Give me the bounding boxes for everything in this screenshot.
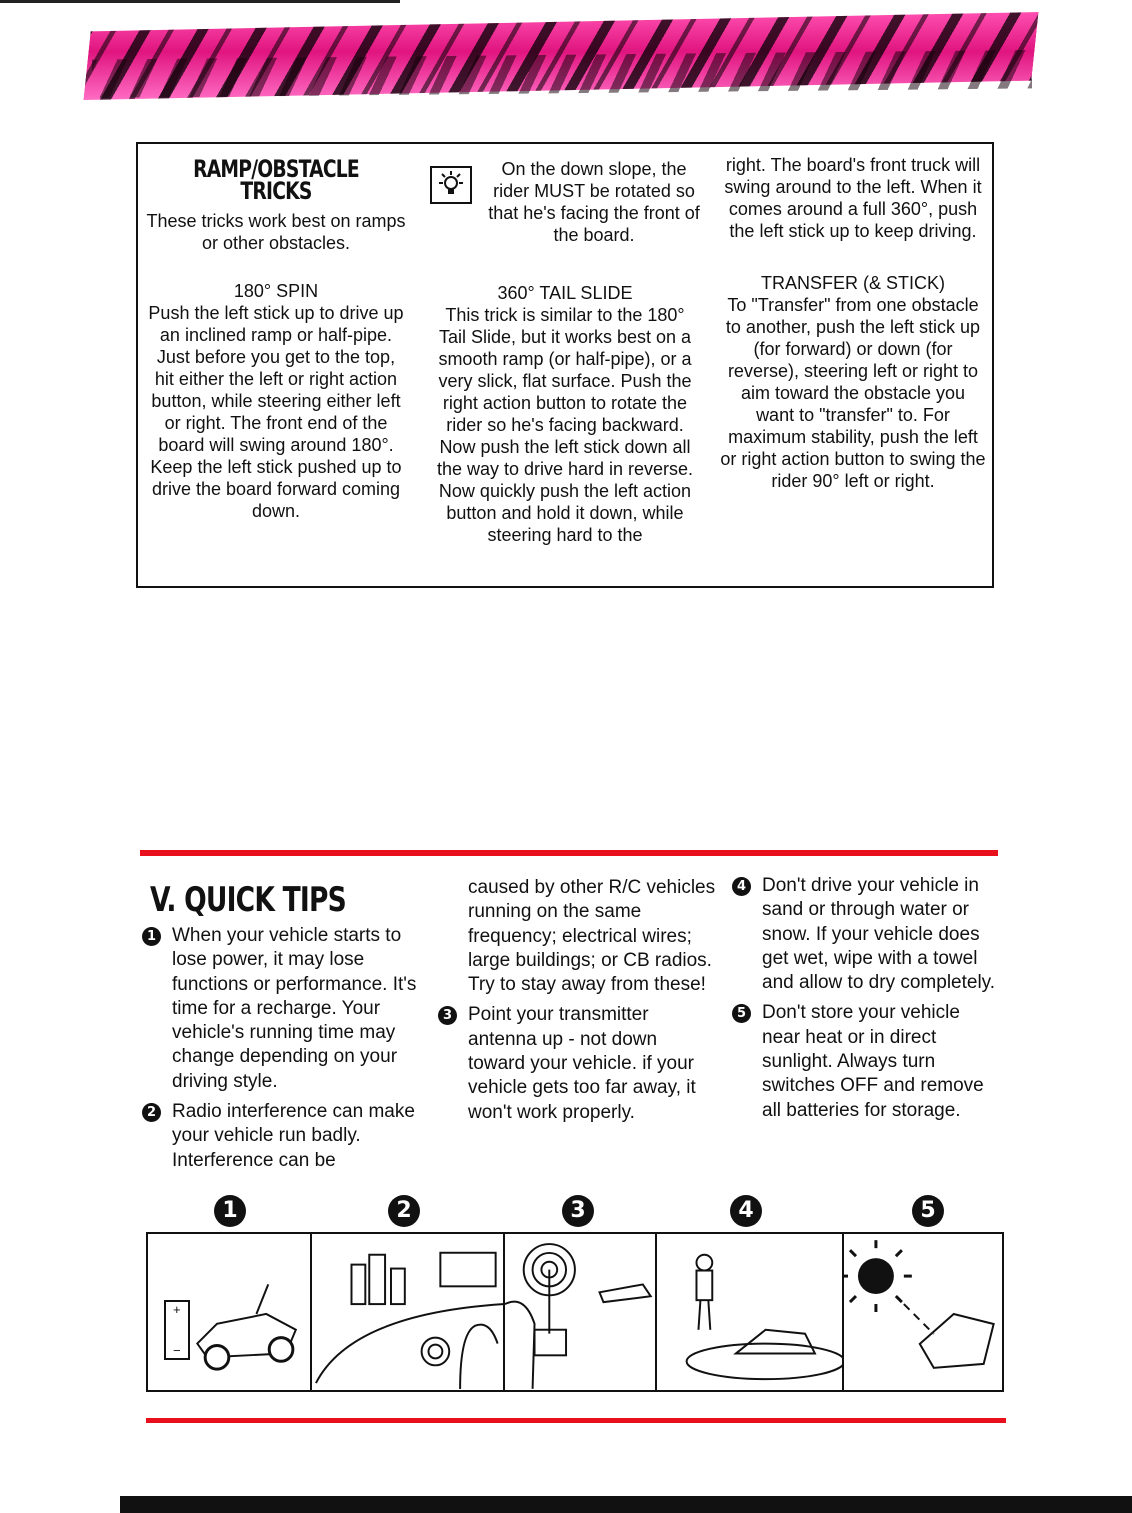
tail-slide-360-heading: 360° TAIL SLIDE — [497, 283, 633, 303]
spin-180-body: Push the left stick up to drive up an inclined ramp or half-pipe. Just before you get to the top, hit either the left or right action button, while steering either left or right. The front end of the board will swing around 180°. Keep the left stick pushed up to drive the board forward coming down. — [148, 303, 404, 521]
tail-slide-continued: right. The board's front truck will swing around to the left. When it comes around a full 360°, push the left stick up to keep driving. — [724, 155, 982, 241]
sun-heat-icon — [844, 1234, 1002, 1390]
quick-tips-column-1 — [142, 924, 422, 1179]
panel-number-5: 5 — [912, 1195, 944, 1227]
battery-minus: − — [173, 1343, 181, 1358]
quick-tips-title: V. QUICK TIPS — [150, 880, 346, 920]
lightbulb-icon — [430, 166, 472, 204]
tricks-column-2 — [430, 158, 700, 546]
number-3-icon: 3 — [438, 1006, 457, 1025]
battery-plus: + — [173, 1302, 181, 1317]
ramp-obstacle-tricks-box — [136, 142, 994, 588]
panel-number-3: 3 — [562, 1195, 594, 1227]
tricks-column-3 — [720, 154, 986, 492]
illustration-strip — [146, 1232, 1004, 1392]
quick-tips-column-2 — [438, 876, 718, 1131]
antenna-illustration — [505, 1234, 657, 1390]
section-title: RAMP/OBSTACLE TRICKS — [193, 155, 359, 205]
number-2-icon: 2 — [142, 1103, 161, 1122]
low-battery-illustration — [148, 1234, 312, 1390]
water-illustration — [657, 1234, 845, 1390]
quick-tip-4-text: Don't drive your vehicle in sand or through water or snow. If your vehicle does get wet, wipe with a towel and allow to dry completely. — [762, 875, 996, 994]
wet-vehicle-icon — [657, 1234, 843, 1390]
interference-illustration — [312, 1234, 506, 1390]
quick-tip-2-text: Radio interference can make your vehicle run badly. Interference can be — [172, 1101, 415, 1171]
number-5-icon: 5 — [732, 1004, 751, 1023]
rc-buggy-icon — [148, 1234, 310, 1390]
panel-number-2: 2 — [388, 1195, 420, 1227]
tip-text: On the down slope, the rider MUST be rotated so that he's facing the front of the board. — [488, 159, 700, 245]
quick-tips-column-3 — [732, 874, 998, 1129]
quick-tip-1-text: When your vehicle starts to lose power, it may lose functions or performance. It's time for a recharge. Your vehicle's running time may change depending on your driving style. — [172, 925, 417, 1092]
quick-tips-bottom-rule — [146, 1418, 1006, 1423]
top-edge-rule — [0, 0, 400, 3]
quick-tip-1 — [142, 924, 422, 1094]
quick-tip-5 — [732, 1001, 998, 1122]
quick-tip-3 — [438, 1003, 718, 1124]
quick-tip-4 — [732, 874, 998, 995]
tip-callout — [430, 158, 700, 246]
quick-tip-3-text: Point your transmitter antenna up - not down toward your vehicle. if your vehicle gets too far away, it won't work properly. — [468, 1004, 696, 1123]
quick-tip-2-continued: caused by other R/C vehicles running on the same frequency; electrical wires; large buildings; or CB radios. Try to stay away from these! — [468, 877, 716, 996]
panel-number-1: 1 — [214, 1195, 246, 1227]
quick-tip-5-text: Don't store your vehicle near heat or in direct sunlight. Always turn switches OFF and remove all batteries for storage. — [762, 1002, 984, 1121]
spin-180-heading: 180° SPIN — [233, 281, 319, 301]
transmitter-antenna-icon — [505, 1234, 655, 1390]
city-interference-icon — [312, 1234, 504, 1390]
quick-tip-2 — [142, 1100, 422, 1173]
panel-number-4: 4 — [730, 1195, 762, 1227]
intro-text: These tricks work best on ramps or other obstacles. — [146, 211, 406, 253]
number-1-icon: 1 — [142, 927, 161, 946]
heat-illustration — [844, 1234, 1002, 1390]
quick-tips-top-rule — [140, 850, 998, 856]
transfer-body: To "Transfer" from one obstacle to another, push the left stick up (for forward) or down (for reverse), steering left or right to aim toward the obstacle you want to "transfer" to. For maximum stability, push the left or right action button to swing the rider 90° left or right. — [720, 295, 986, 491]
tricks-column-1 — [146, 155, 406, 522]
number-4-icon: 4 — [732, 877, 751, 896]
bottom-edge-rule — [120, 1496, 1132, 1513]
transfer-heading: TRANSFER (& STICK) — [760, 273, 945, 293]
tail-slide-360-body: This trick is similar to the 180° Tail Slide, but it works best on a smooth ramp (or half-pipe), or a very slick, flat surface. Push the right action button to rotate the rider so he's facing backward. Now push the left stick down all the way to drive hard in reverse. Now quickly push the left action button and hold it down, while steering hard to the — [436, 305, 694, 545]
